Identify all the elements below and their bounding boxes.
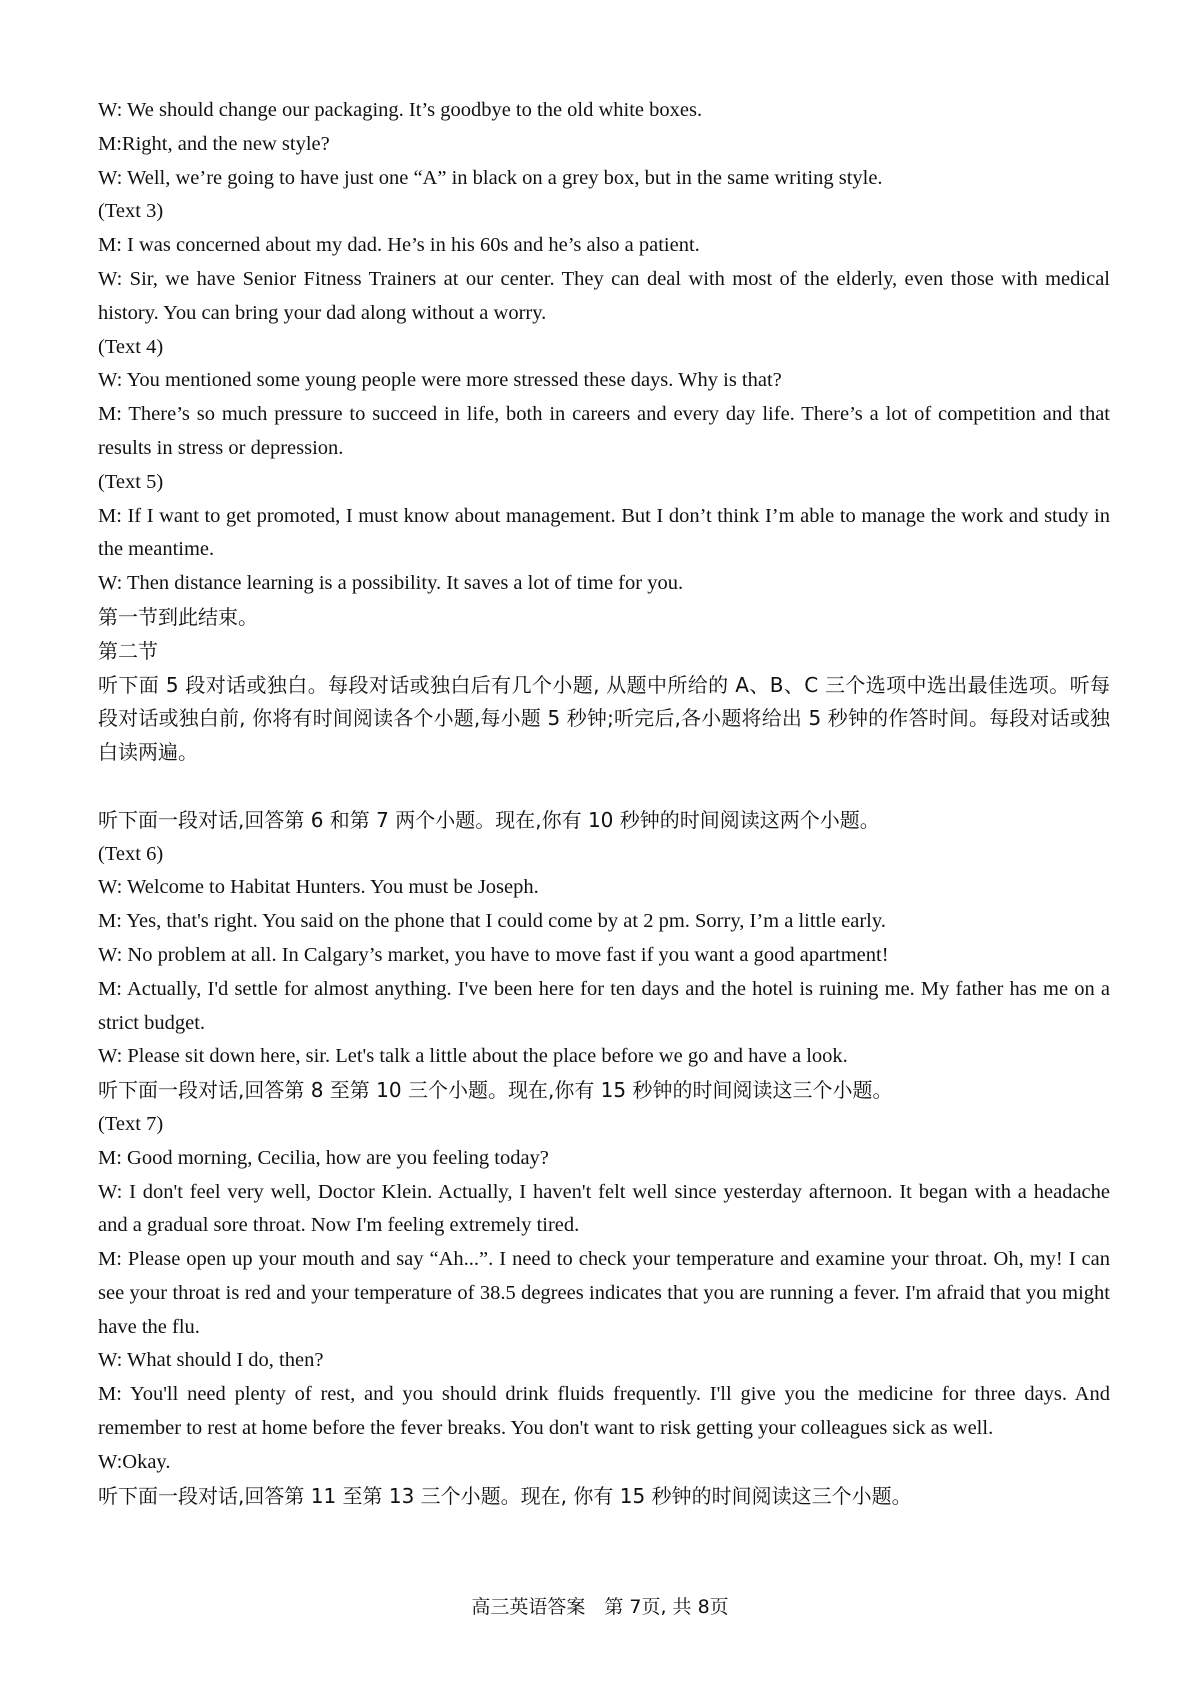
dialogue-line: W: You mentioned some young people were more stressed these days. Why is that? [98,369,782,392]
dialogue-line: W: Then distance learning is a possibility. It saves a lot of time for you. [98,572,684,595]
dialogue-line: M:Right, and the new style? [98,132,330,155]
blank-line [98,770,1110,804]
dialogue-line: W: What should I do, then? [98,1349,324,1372]
dialogue-line: W:Okay. [98,1450,171,1473]
dialogue-line: W: Well, we’re going to have just one “A” in black on a grey box, but in the same writing style. [98,166,883,189]
dialogue-line: W: Sir, we have Senior Fitness Trainers at our center. They can deal with most of the elderly, even those with medical history. You can bring your dad along without a worry. [98,267,1110,324]
dialogue-line: W: Welcome to Habitat Hunters. You must be Joseph. [98,876,539,899]
section-end-note: 第一节到此结束。 [98,604,258,629]
section-instructions: 听下面 5 段对话或独白。每段对话或独白后有几个小题, 从题中所给的 A、B、C 三个选项中选出最佳选项。听每段对话或独白前, 你将有时间阅读各个小题,每小题 5 秒钟;听完后,各小题将给出 5 秒钟的作答时间。每段对话或独白读两遍。 [98,672,1110,765]
question-instruction: 听下面一段对话,回答第 6 和第 7 两个小题。现在,你有 10 秒钟的时间阅读这两个小题。 [98,807,880,832]
text-heading: (Text 6) [98,842,164,865]
dialogue-line: M: Actually, I'd settle for almost anything. I've been here for ten days and the hotel is ruining me. My father has me on a strict budget. [98,977,1110,1034]
dialogue-line: M: If I want to get promoted, I must know about management. But I don’t think I’m able to manage the work and study in the meantime. [98,504,1110,561]
dialogue-line: M: You'll need plenty of rest, and you should drink fluids frequently. I'll give you the medicine for three days. And remember to rest at home before the fever breaks. You don't want to risk getting your colleagues sick as well. [98,1383,1110,1440]
text-heading: (Text 7) [98,1112,164,1135]
document-body [98,94,1110,1513]
dialogue-line: W: We should change our packaging. It’s goodbye to the old white boxes. [98,99,703,121]
text-heading: (Text 3) [98,200,164,223]
dialogue-line: M: Yes, that's right. You said on the phone that I could come by at 2 pm. Sorry, I’m a little early. [98,910,886,933]
dialogue-line: M: Please open up your mouth and say “Ah...”. I need to check your temperature and examine your throat. Oh, my! I can see your throat is red and your temperature of 38.5 degrees indicates that you are running a fever. I'm afraid that you might have the flu. [98,1248,1110,1338]
dialogue-line: M: Good morning, Cecilia, how are you feeling today? [98,1146,549,1169]
text-heading: (Text 5) [98,470,164,493]
dialogue-line: W: No problem at all. In Calgary’s market, you have to move fast if you want a good apartment! [98,943,889,966]
section-heading: 第二节 [98,638,158,663]
dialogue-line: W: Please sit down here, sir. Let's talk a little about the place before we go and have a look. [98,1045,848,1068]
dialogue-line: W: I don't feel very well, Doctor Klein. Actually, I haven't felt well since yesterday afternoon. It began with a headache and a gradual sore throat. Now I'm feeling extremely tired. [98,1180,1110,1237]
dialogue-line: M: I was concerned about my dad. He’s in his 60s and he’s also a patient. [98,234,700,257]
question-instruction: 听下面一段对话,回答第 11 至第 13 三个小题。现在, 你有 15 秒钟的时间阅读这三个小题。 [98,1483,912,1508]
dialogue-line: M: There’s so much pressure to succeed in life, both in careers and every day life. There’s a lot of competition and that results in stress or depression. [98,403,1110,459]
page-footer: 高三英语答案 第 7页, 共 8页 [471,1596,729,1618]
question-instruction: 听下面一段对话,回答第 8 至第 10 三个小题。现在,你有 15 秒钟的时间阅读这三个小题。 [98,1078,893,1103]
text-heading: (Text 4) [98,335,164,358]
